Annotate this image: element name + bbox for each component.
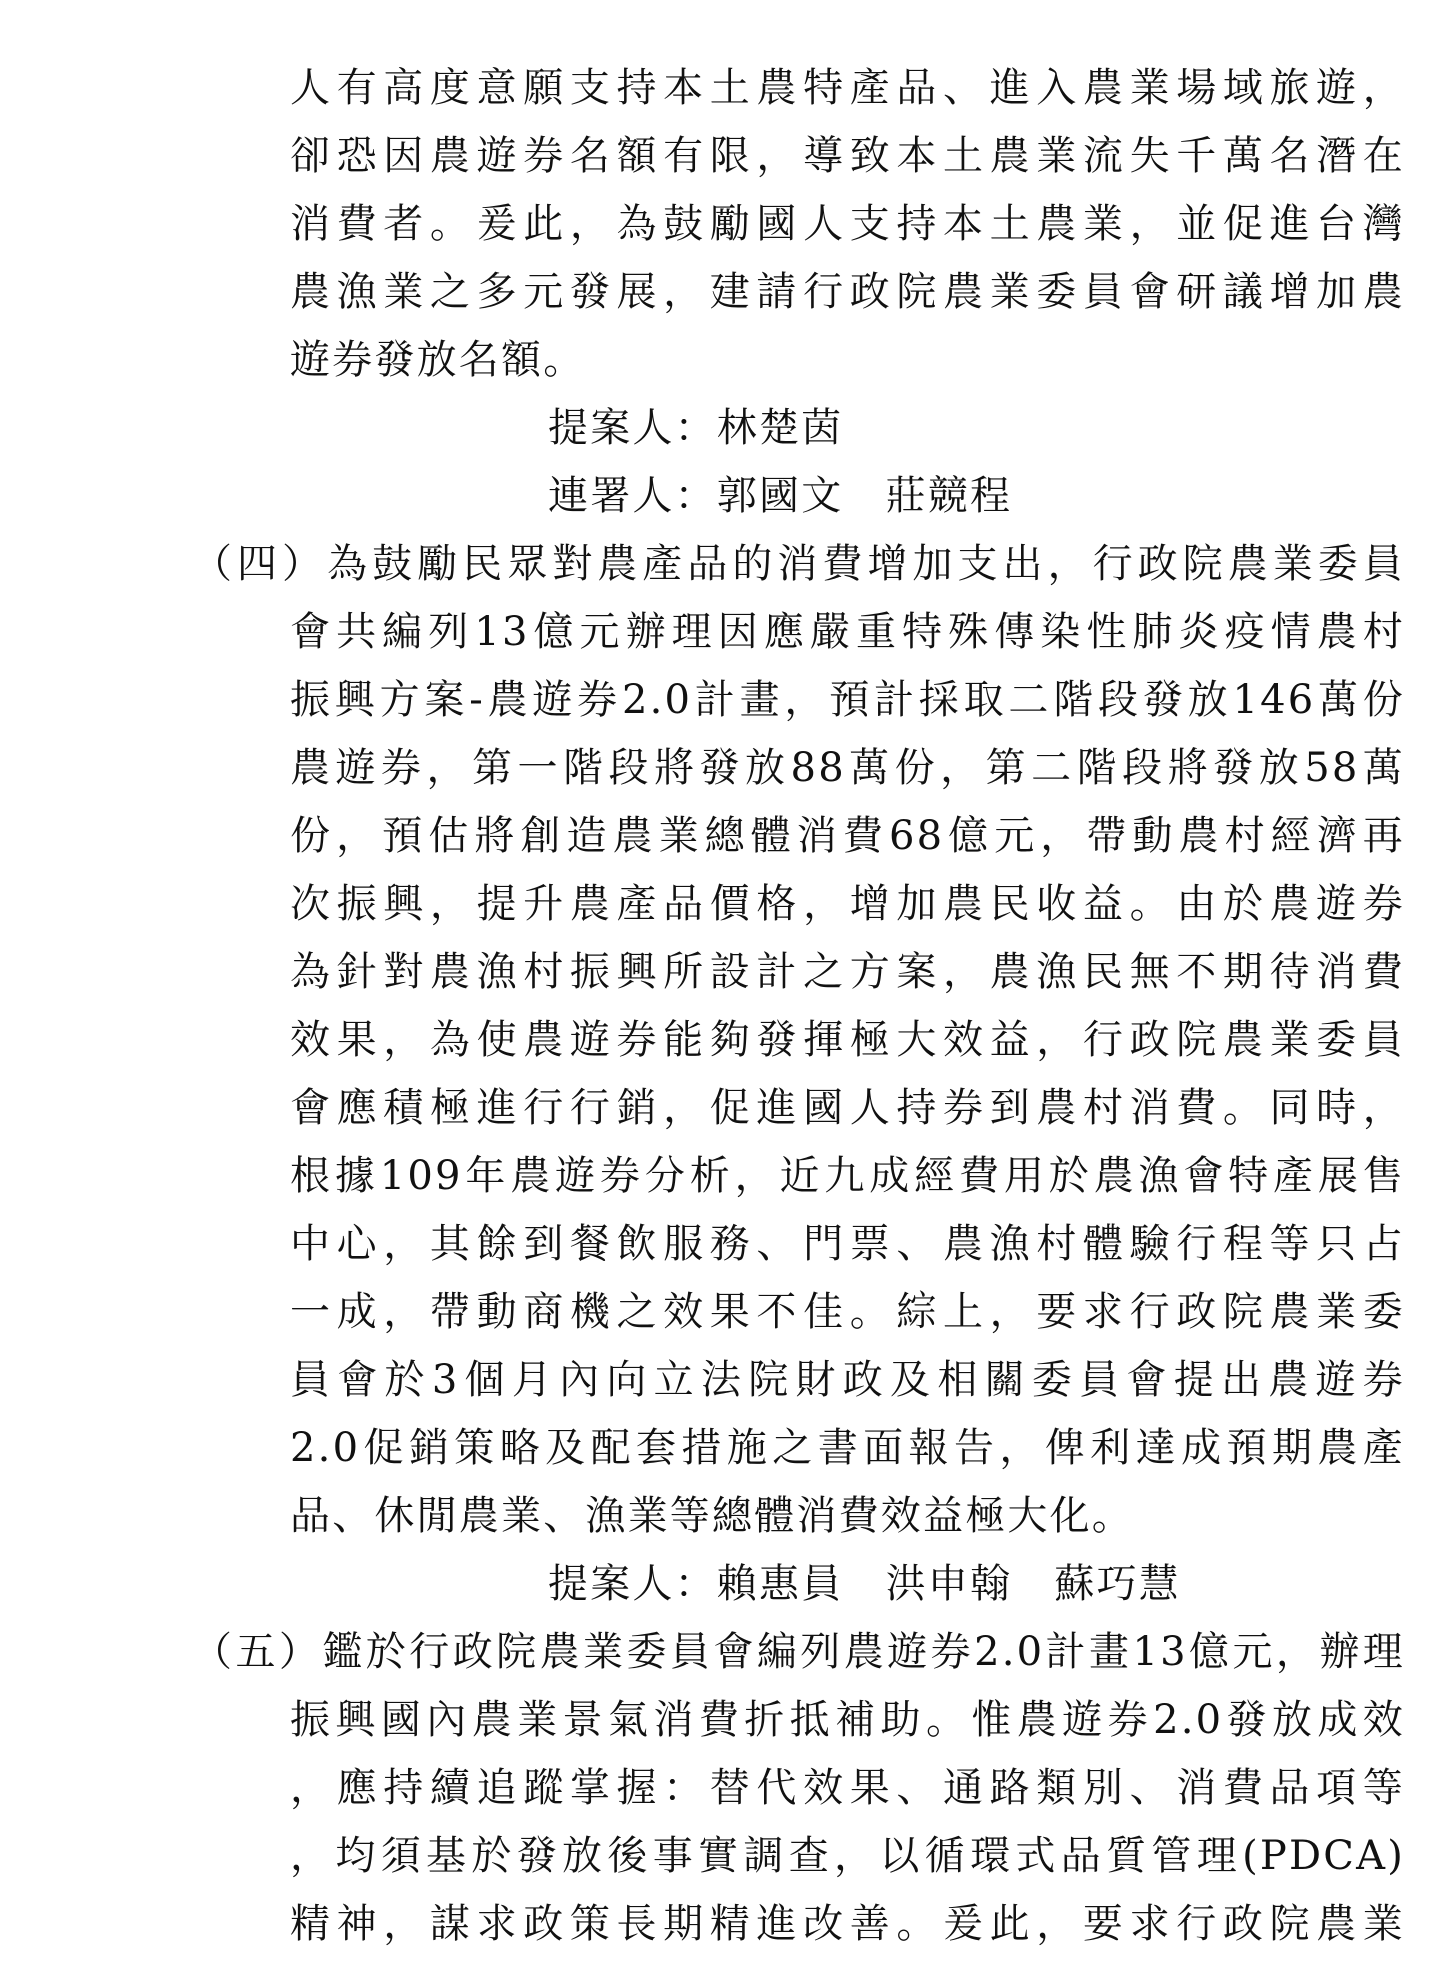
cosigner-signature: 連署人：郭國文 莊競程 — [548, 473, 1013, 519]
paragraph-line: 人有高度意願支持本土農特產品、進入農業場域旅遊， — [290, 65, 1405, 111]
item-line: 振興方案-農遊券2.0計畫，預計採取二階段發放146萬份 — [290, 677, 1405, 723]
item-line: 精神，謀求政策長期精進改善。爰此，要求行政院農業 — [290, 1901, 1405, 1947]
item-line: 份，預估將創造農業總體消費68億元，帶動農村經濟再 — [290, 813, 1405, 859]
item-line: 中心，其餘到餐飲服務、門票、農漁村體驗行程等只占 — [290, 1221, 1405, 1267]
item-line: 根據109年農遊券分析，近九成經費用於農漁會特產展售 — [290, 1153, 1405, 1199]
item-line: 次振興，提升農產品價格，增加農民收益。由於農遊券 — [290, 881, 1405, 927]
item-line: 會共編列13億元辦理因應嚴重特殊傳染性肺炎疫情農村 — [290, 609, 1405, 655]
item-line: 農遊券，第一階段將發放88萬份，第二階段將發放58萬 — [290, 745, 1405, 791]
item-line: 一成，帶動商機之效果不佳。綜上，要求行政院農業委 — [290, 1289, 1405, 1335]
item-line: 會應積極進行行銷，促進國人持券到農村消費。同時， — [290, 1085, 1405, 1131]
item-line: 振興國內農業景氣消費折抵補助。惟農遊券2.0發放成效 — [290, 1697, 1405, 1743]
item-line: ，應持續追蹤掌握：替代效果、通路類別、消費品項等 — [290, 1765, 1405, 1811]
item-line: 員會於3個月內向立法院財政及相關委員會提出農遊券 — [290, 1357, 1405, 1403]
proposer-signature: 提案人：林楚茵 — [548, 405, 844, 451]
item-line: 為針對農漁村振興所設計之方案，農漁民無不期待消費 — [290, 949, 1405, 995]
item-line: ，均須基於發放後事實調查，以循環式品質管理(PDCA) — [290, 1833, 1405, 1879]
paragraph-line: 卻恐因農遊券名額有限，導致本土農業流失千萬名潛在 — [290, 133, 1405, 179]
paragraph-line: 農漁業之多元發展，建請行政院農業委員會研議增加農 — [290, 269, 1405, 315]
item-line: 品、休閒農業、漁業等總體消費效益極大化。 — [290, 1493, 1134, 1539]
item-line: 效果，為使農遊券能夠發揮極大效益，行政院農業委員 — [290, 1017, 1405, 1063]
item-line: （五）鑑於行政院農業委員會編列農遊券2.0計畫13億元，辦理 — [192, 1629, 1405, 1675]
item-line: 2.0促銷策略及配套措施之書面報告，俾利達成預期農產 — [290, 1425, 1405, 1471]
paragraph-line: 遊券發放名額。 — [290, 337, 586, 383]
item-line: （四）為鼓勵民眾對農產品的消費增加支出，行政院農業委員 — [192, 541, 1405, 587]
proposer-signature: 提案人：賴惠員 洪申翰 蘇巧慧 — [548, 1561, 1181, 1607]
paragraph-line: 消費者。爰此，為鼓勵國人支持本土農業，並促進台灣 — [290, 201, 1405, 247]
